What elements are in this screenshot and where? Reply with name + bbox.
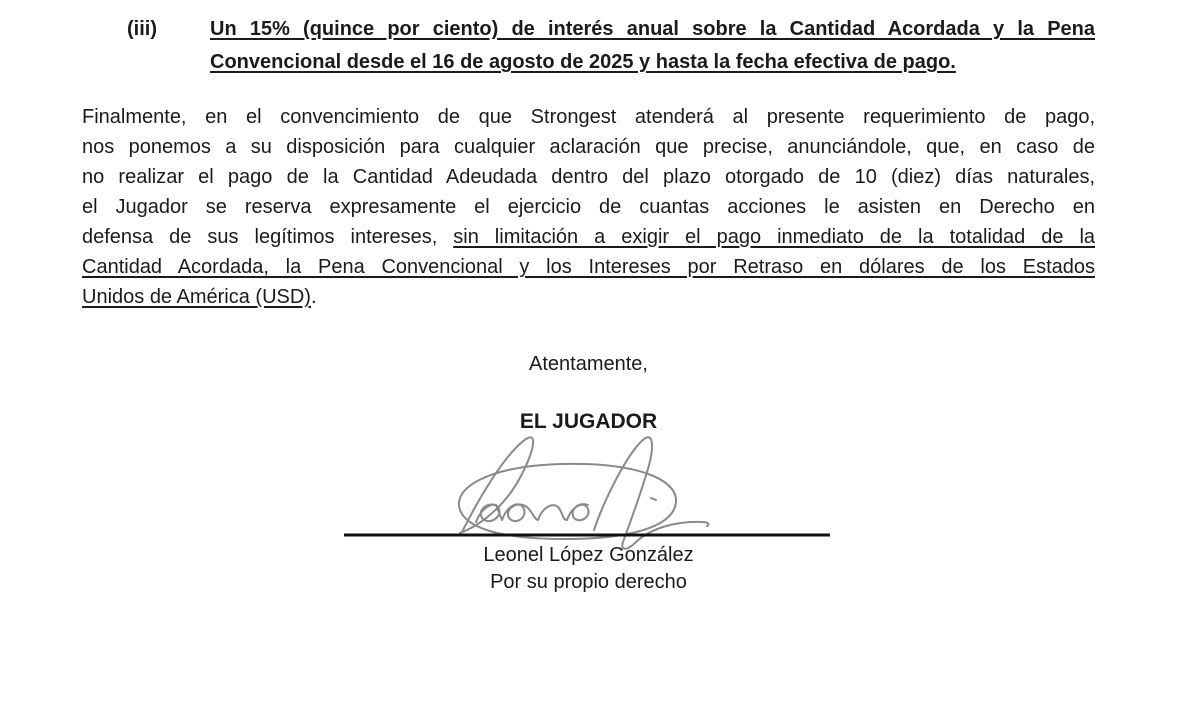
clause-line-2: Convencional desde el 16 de agosto de 2025 y hasta la fecha efectiva de pago. [210, 51, 956, 73]
signer-capacity: Por su propio derecho [490, 571, 687, 593]
signer-role: EL JUGADOR [519, 410, 658, 433]
paragraph-line-6-underlined: Cantidad Acordada, la Pena Convencional y los Intereses por Retraso en dólares de los Estados [82, 256, 1095, 278]
paragraph-line-3: no realizar el pago de la Cantidad Adeudada dentro del plazo otorgado de 10 (diez) días naturales, [82, 166, 1095, 188]
paragraph-line-5-underlined: sin limitación a exigir el pago inmediato de la totalidad de la [453, 226, 1096, 248]
paragraph-line-7-underlined: Unidos de América (USD) [82, 286, 311, 308]
clause-text [210, 13, 1095, 79]
salutation-text: Atentamente, [529, 353, 648, 375]
clause-number: (iii) [127, 18, 157, 40]
paragraph-line-2: nos ponemos a su disposición para cualquier aclaración que precise, anunciándole, que, en caso de [82, 136, 1095, 158]
clause-iii [127, 13, 1095, 79]
paragraph-line-6 [82, 252, 1095, 282]
paragraph-line-5 [82, 222, 1095, 252]
paragraph-line-5-normal: defensa de sus legítimos intereses, [82, 226, 454, 248]
paragraph-line-1: Finalmente, en el convencimiento de que Strongest atenderá al presente requerimiento de pago, [82, 106, 1095, 128]
signer-name: Leonel López González [483, 544, 694, 566]
paragraph-line-4: el Jugador se reserva expresamente el ejercicio de cuantas acciones le asisten en Derecho en [82, 196, 1095, 218]
signature-ink [459, 437, 708, 549]
closing-paragraph [82, 102, 1095, 312]
paragraph-line-7-normal: . [310, 286, 317, 308]
paragraph-line-7 [82, 282, 1095, 312]
signature [336, 432, 856, 550]
clause-line-1: Un 15% (quince por ciento) de interés anual sobre la Cantidad Acordada y la Pena [210, 18, 1095, 40]
